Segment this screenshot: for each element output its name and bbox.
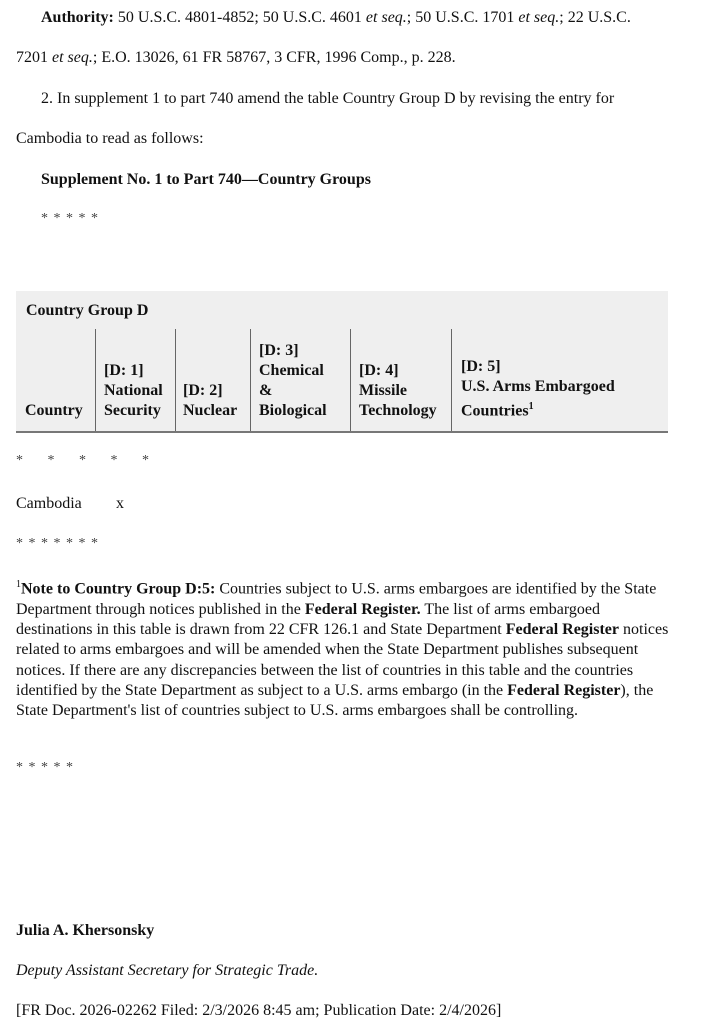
entry-country: Cambodia	[16, 495, 82, 512]
column-header-country: Country	[25, 402, 83, 419]
entry-mark: x	[116, 495, 124, 512]
column-header-d3: [D: 3] Chemical & Biological	[250, 329, 350, 431]
signer-title: Deputy Assistant Secretary for Strategic Trade.	[16, 962, 319, 979]
stars-separator: * * * * *	[41, 211, 99, 226]
footnote: $^1$Note to Country Group D:5: Countries subject to U.S. arms embargoes are identified by the State Department through notices published in the Federal Register. The list of arms embargoed destinations in this table is drawn from 22 CFR 126.1 and State Department Federal Register notices related to arms embargoes and will be amended when the State Department publishes subsequent notices. If there are any discrepancies between the list of countries in this table and the countries identified by the State Department as subject to a U.S. arms embargo (in the Federal Register), the State Department's list of countries subject to U.S. arms embargoes shall be controlling.	[16, 579, 669, 720]
fr-doc-line: [FR Doc. 2026-02262 Filed: 2/3/2026 8:45 am; Publication Date: 2/4/2026]	[16, 1002, 502, 1019]
column-header-d2: [D: 2] Nuclear	[175, 329, 250, 431]
column-header-d5: [D: 5] U.S. Arms Embargoed Countries$^1$	[451, 329, 668, 431]
note-label: Note to Country Group D:5:	[21, 580, 216, 598]
instruction-line-1: 2. In supplement 1 to part 740 amend the table Country Group D by revising the entry for	[41, 90, 615, 107]
column-header-d1: [D: 1] National Security	[95, 329, 175, 431]
footnote-marker: 1	[528, 400, 534, 412]
country-group-d-table	[16, 291, 668, 433]
signer-name: Julia A. Khersonsky	[16, 922, 155, 939]
instruction-line-2: Cambodia to read as follows:	[16, 130, 204, 147]
authority-line-2: 7201 et seq.; E.O. 13026, 61 FR 58767, 3 CFR, 1996 Comp., p. 228.	[16, 49, 456, 66]
row-stars: * * * * *	[16, 453, 150, 468]
table-title: Country Group D	[26, 302, 149, 319]
stars-separator-7: * * * * * * *	[16, 536, 99, 551]
stars-separator-end: * * * * *	[16, 760, 74, 775]
supplement-heading: Supplement No. 1 to Part 740—Country Groups	[41, 171, 371, 188]
column-header-d4: [D: 4] Missile Technology	[350, 329, 451, 431]
authority-label: Authority:	[41, 9, 114, 26]
authority-line-1: Authority: 50 U.S.C. 4801-4852; 50 U.S.C. 4601 et seq.; 50 U.S.C. 1701 et seq.; 22 U.S.C.	[41, 9, 631, 26]
